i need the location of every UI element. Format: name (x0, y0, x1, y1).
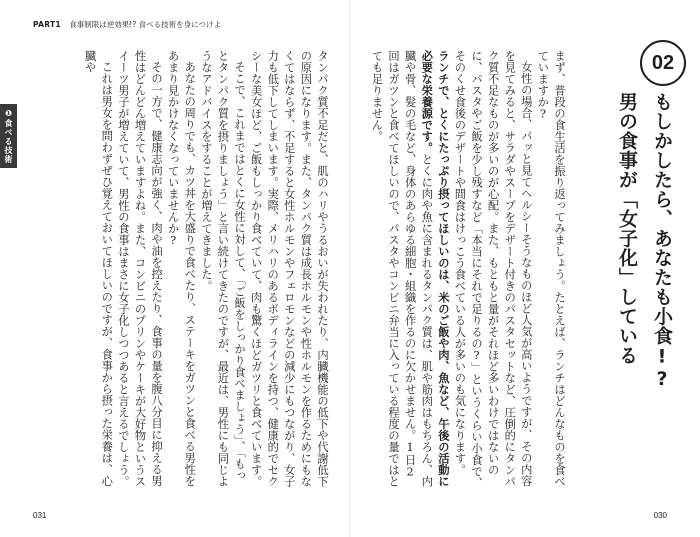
chapter-title-line-2: 男の食事が「女子化」している (616, 92, 638, 365)
paragraph: これは男女を問わずぜひ覚えておいてほしいのですが、食事から摂った栄養は、心臓や (83, 50, 114, 487)
emphasis-text: ランチで、とくにたっぷり摂ってほしいのは、米のご飯や肉、魚など、午後の活動に必要な栄養源です。 (420, 50, 450, 487)
page-number-right: 030 (653, 511, 667, 520)
left-page-body (30, 50, 330, 490)
chapter-title-line-1: もしかしたら、あなたも小食!? (651, 92, 673, 391)
paragraph: タンパク質不足だと、肌のハリやうるおいが失われたり、内臓機能の低下や代謝低下の原因になります。また、タンパク質は成長ホルモンや性ホルモンを作るためにもなくてはならず、不足すると女性ホルモンやフェロモンなどの減少にもつながり、女子力も低下してしまいます。実際、メリハリのあるボディラインを持つ、健康的でセクシーな美女ほど、ご飯もしっかり食べていて、肉も驚くほどガツリと食べています。 (249, 50, 329, 487)
paragraph: まず、普段の食生活を振り返ってみましょう。たとえば、ランチはどんなものを食べていますか? (536, 50, 566, 487)
section-side-tab: ❶食べる技術 (0, 104, 17, 168)
header-title: 食事制限は逆効果!? 食べる技術を身につけよ (69, 20, 222, 29)
running-header (33, 19, 221, 30)
paragraph: 女性の場合、パッと見てヘルシーそうなものほど人気が高いようですが、その内容を見てみると、サラダやスープをデザート付きのパスタセットなど、圧倒的にタンパク質不足なものが多いのが心配。また、もともと量がそれほど多いわけではないのに、パスタやご飯を少し残すなど「本当にそれで足りるの?」というくらい小食で、そのくせ食後のデザートや間食はけっこう食べている人が多いのも気になります。 (453, 50, 533, 489)
chapter-title-block (588, 40, 688, 391)
paragraph: そこで、これまではとくに女性に対して、「ご飯をしっかり食べましょう」、「もっとタンパク質を摂りましょう」と言い続けてきたのですが、最近は、男性にも同じようなアドバイスをすることが増えてきました。 (199, 50, 247, 487)
page-number-left: 031 (33, 511, 47, 520)
gutter (349, 0, 351, 537)
paragraph: その一方で、健康志向が強く、肉や油を控えたり、食事の量を腹八分目に抑える男性はどんどん増えていますよね。また、コンビニのプリンやケーキが大好物というスイーツ男子が増えていて、男性の食事はまさに女子化しつつあると言えるでしょう。 (116, 50, 164, 487)
part-label: PART1 (33, 20, 61, 29)
paragraph-emphasis-group (368, 50, 451, 490)
paragraph: あなたの周りでも、カツ丼を大盛りで食べたり、ステーキをガツンと食べる男性をあまり見かけなくなっていませんか? (166, 50, 197, 487)
paragraph: とくに肉や魚に含まれるタンパク質は、肌や筋肉はもちろん、内臓や骨、髪の毛など、身体のあらゆる細胞・組織を作るのに欠かせません。1日2回はガツンと食べてほしいので、パスタやコンビニ弁当に入っている程度の量ではとても足りません。 (370, 50, 434, 487)
chapter-number-badge: 02 (640, 40, 686, 86)
right-page-body (370, 50, 567, 490)
